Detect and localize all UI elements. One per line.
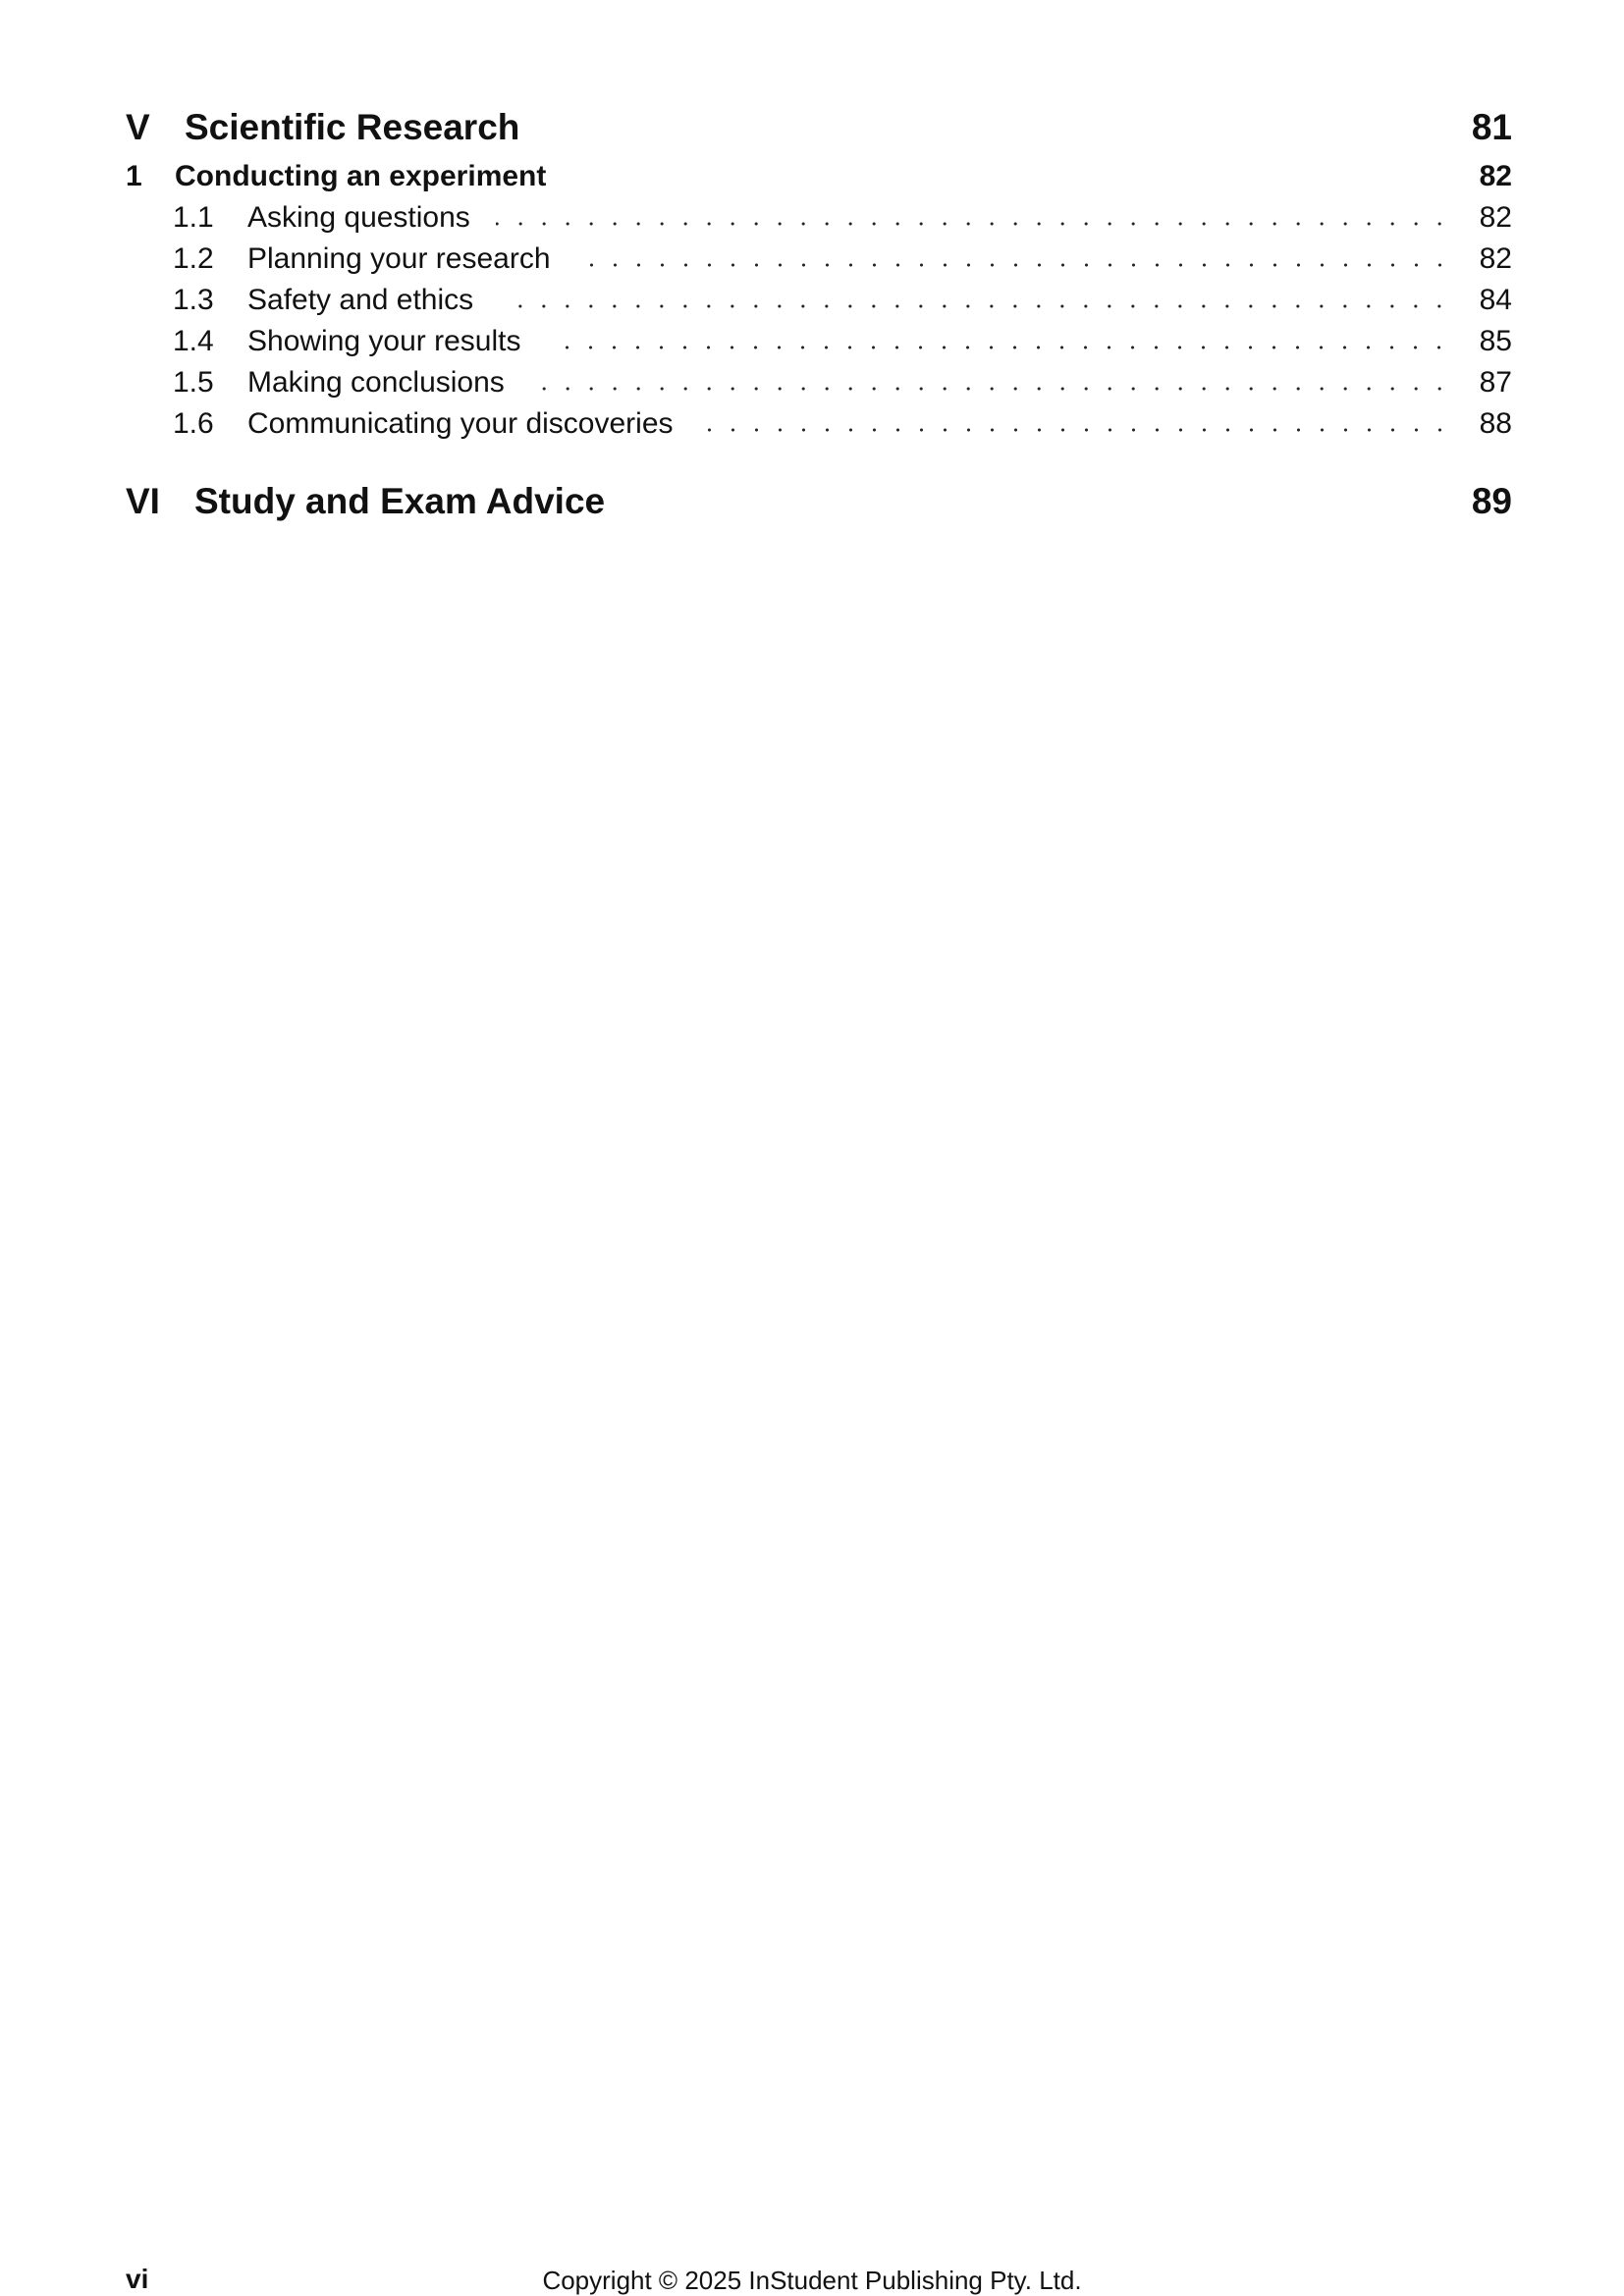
section-number: 1.2 [173, 242, 214, 275]
section-title: Showing your results [247, 325, 521, 357]
section-title: Planning your research [247, 242, 551, 275]
part-page-number: 81 [1471, 107, 1512, 147]
section-number: 1.3 [173, 284, 214, 316]
section-title: Communicating your discoveries [247, 407, 674, 440]
toc-section-1-2[interactable] [173, 240, 1512, 279]
toc-part-v[interactable] [126, 102, 1512, 153]
chapter-title: Conducting an experiment [175, 160, 547, 192]
dot-leader [499, 304, 1451, 308]
part-page-number: 89 [1471, 481, 1512, 521]
part-number: V [126, 107, 150, 147]
section-page-number: 82 [1479, 201, 1512, 234]
part-title: Study and Exam Advice [194, 481, 606, 521]
toc-section-1-6[interactable] [173, 404, 1512, 444]
section-number: 1.1 [173, 201, 214, 234]
section-number: 1.4 [173, 325, 214, 357]
section-title: Making conclusions [247, 366, 505, 399]
toc-chapter-1[interactable] [126, 157, 1512, 196]
section-title: Asking questions [247, 201, 470, 234]
chapter-page-number: 82 [1479, 160, 1512, 192]
section-page-number: 85 [1479, 325, 1512, 357]
toc-section-1-5[interactable] [173, 363, 1512, 402]
section-page-number: 87 [1479, 366, 1512, 399]
toc-section-1-3[interactable] [173, 281, 1512, 320]
dot-leader [546, 346, 1451, 349]
dot-leader [576, 263, 1451, 267]
footer-page-number: vi [126, 2264, 149, 2294]
toc-section-1-4[interactable] [173, 322, 1512, 361]
toc-section-1-1[interactable] [173, 198, 1512, 238]
chapter-number: 1 [126, 160, 142, 192]
section-number: 1.6 [173, 407, 214, 440]
dot-leader [496, 222, 1451, 226]
toc-part-vi[interactable] [126, 476, 1512, 527]
section-page-number: 84 [1479, 284, 1512, 316]
section-page-number: 88 [1479, 407, 1512, 440]
part-title: Scientific Research [185, 107, 520, 147]
footer-copyright: Copyright © 2025 InStudent Publishing Pty. Ltd. [542, 2266, 1082, 2295]
section-title: Safety and ethics [247, 284, 474, 316]
dot-leader [699, 428, 1451, 432]
dot-leader [530, 387, 1451, 391]
section-number: 1.5 [173, 366, 214, 399]
section-page-number: 82 [1479, 242, 1512, 275]
part-number: VI [126, 481, 160, 521]
